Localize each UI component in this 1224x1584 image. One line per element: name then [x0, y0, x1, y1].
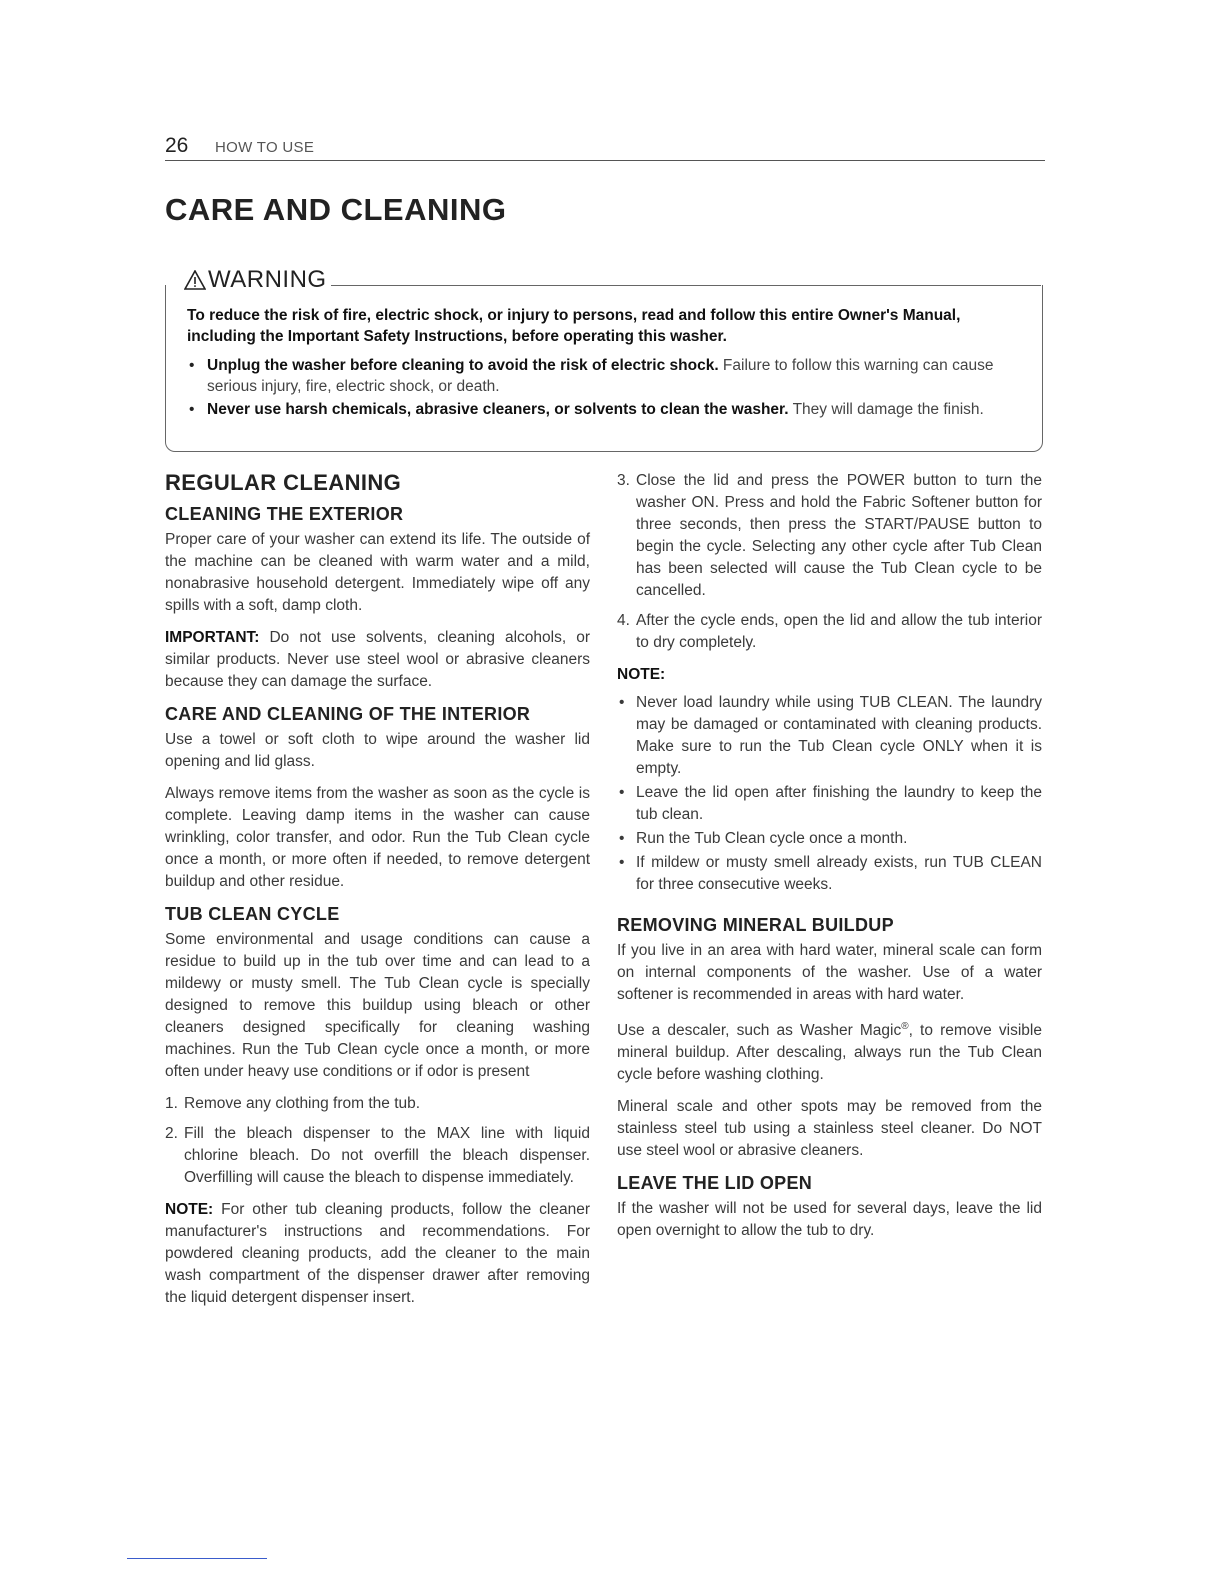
note-list — [617, 692, 1042, 896]
step-text: Close the lid and press the POWER button to turn the washer ON. Press and hold the Fabric Softener button for three seconds, then press the START/PAUSE button to begin the cycle. Selecting any other cycle after Tub Clean has been selected will cause the Tub Clean cycle to be cancelled. — [636, 472, 1042, 599]
step-item — [617, 470, 1042, 602]
warning-list — [187, 355, 1032, 422]
footer-rule — [127, 1558, 267, 1559]
warning-heading-text: WARNING — [208, 266, 327, 293]
mineral-p2-end: , to remove visible mineral buildup. After descaling, always run the Tub Clean cycle before washing clothing. — [617, 1022, 1042, 1084]
lid-paragraph: If the washer will not be used for several days, leave the lid open overnight to allow the tub to dry. — [617, 1200, 1042, 1240]
warning-triangle-icon — [184, 270, 206, 290]
note-label: NOTE: — [165, 1201, 214, 1218]
regular-cleaning-heading: REGULAR CLEANING — [165, 470, 402, 495]
note-item: • Leave the lid open after finishing the laundry to keep the tub clean. — [617, 782, 1042, 826]
warning-heading — [180, 266, 331, 294]
page-header — [165, 134, 1045, 161]
note-text: For other tub cleaning products, follow the cleaner manufacturer's instructions and recommendations. For powdered cleaning products, add the cleaner to the main wash compartment of the dispenser drawer after removing the liquid detergent dispenser insert. — [165, 1201, 590, 1306]
step-text: Remove any clothing from the tub. — [184, 1095, 421, 1112]
tub-clean-steps-continued — [617, 470, 1042, 654]
interior-paragraph-1: Use a towel or soft cloth to wipe around the washer lid opening and lid glass. — [165, 731, 590, 770]
tub-clean-paragraph: Some environmental and usage conditions can cause a residue to build up in the tub over time and can lead to a mildewy or musty smell. The Tub Clean cycle is specially designed to remove this buildup using bleach or other cleaners designed specifically for cleaning washing machines. Run the Tub Clean cycle once a month, or more often under heavy use conditions or if odor is present — [165, 931, 590, 1080]
lid-heading: LEAVE THE LID OPEN — [617, 1173, 813, 1194]
step-number: 1. — [165, 1095, 178, 1112]
step-number: 2. — [165, 1125, 178, 1142]
page-number: 26 — [165, 134, 189, 157]
warning-item-bold: Never use harsh chemicals, abrasive cleaners, or solvents to clean the washer. — [207, 401, 789, 418]
step-item — [165, 1093, 590, 1115]
mineral-paragraph-2 — [617, 1016, 1042, 1086]
important-text: Do not use solvents, cleaning alcohols, or similar products. Never use steel wool or abrasive cleaners because they can damage the surface. — [165, 629, 590, 690]
note-heading: NOTE: — [617, 666, 666, 683]
page-title: CARE AND CLEANING — [165, 192, 507, 227]
note-item: • Run the Tub Clean cycle once a month. — [617, 828, 1042, 850]
mineral-paragraph-3: Mineral scale and other spots may be removed from the stainless steel tub using a stainless steel cleaner. Do NOT use steel wool or abrasive cleaners. — [617, 1098, 1042, 1160]
warning-item-text: Failure to follow this warning can cause serious injury, fire, electric shock, or death. — [207, 357, 994, 395]
tub-clean-heading: TUB CLEAN CYCLE — [165, 904, 340, 924]
step-text: After the cycle ends, open the lid and allow the tub interior to dry completely. — [636, 612, 1042, 651]
step-item — [165, 1123, 590, 1189]
mineral-heading: REMOVING MINERAL BUILDUP — [617, 915, 894, 935]
important-paragraph — [165, 627, 590, 693]
warning-intro: To reduce the risk of fire, electric shock, or injury to persons, read and follow this entire Owner's Manual, including the Important Safety Instructions, before operating this washer. — [187, 307, 961, 345]
section-label: HOW TO USE — [215, 139, 315, 156]
exterior-paragraph: Proper care of your washer can extend its life. The outside of the machine can be cleaned with warm water and a mild, nonabrasive household detergent. Immediately wipe off any spills with a soft, damp cloth. — [165, 531, 590, 614]
warning-item-bold: Unplug the washer before cleaning to avoid the risk of electric shock. — [207, 357, 719, 374]
mineral-p2-start: Use a descaler, such as Washer Magic — [617, 1022, 902, 1040]
right-column — [617, 470, 1042, 1252]
tub-clean-steps — [165, 1093, 590, 1189]
warning-item — [187, 399, 1032, 420]
important-label: IMPORTANT: — [165, 629, 260, 646]
registered-mark: ® — [901, 1021, 909, 1032]
step-number: 4. — [617, 612, 630, 629]
note-paragraph — [165, 1199, 590, 1309]
mineral-paragraph-1: If you live in an area with hard water, mineral scale can form on internal components of the washer. Use of a water softener is recommended in areas with hard water. — [617, 942, 1042, 1003]
exterior-heading: CLEANING THE EXTERIOR — [165, 504, 404, 524]
note-item: • If mildew or musty smell already exists, run TUB CLEAN for three consecutive weeks. — [617, 852, 1042, 896]
spacer — [617, 906, 1042, 914]
note-item: • Never load laundry while using TUB CLEAN. The laundry may be damaged or contaminated with cleaning products. Make sure to run the Tub Clean cycle ONLY when it is empty. — [617, 692, 1042, 780]
interior-paragraph-2: Always remove items from the washer as soon as the cycle is complete. Leaving damp items in the washer can cause wrinkling, color transfer, and odor. Run the Tub Clean cycle once a month, or more often if needed, to remove detergent buildup and other residue. — [165, 785, 590, 890]
step-number: 3. — [617, 472, 630, 489]
warning-item-text: They will damage the finish. — [788, 401, 984, 418]
left-column — [165, 470, 590, 1319]
step-text: Fill the bleach dispenser to the MAX line with liquid chlorine bleach. Do not overfill the bleach dispenser. Overfilling will cause the bleach to dispense immediately. — [184, 1125, 590, 1186]
step-item — [617, 610, 1042, 654]
interior-heading: CARE AND CLEANING OF THE INTERIOR — [165, 704, 531, 724]
warning-item — [187, 355, 1032, 397]
